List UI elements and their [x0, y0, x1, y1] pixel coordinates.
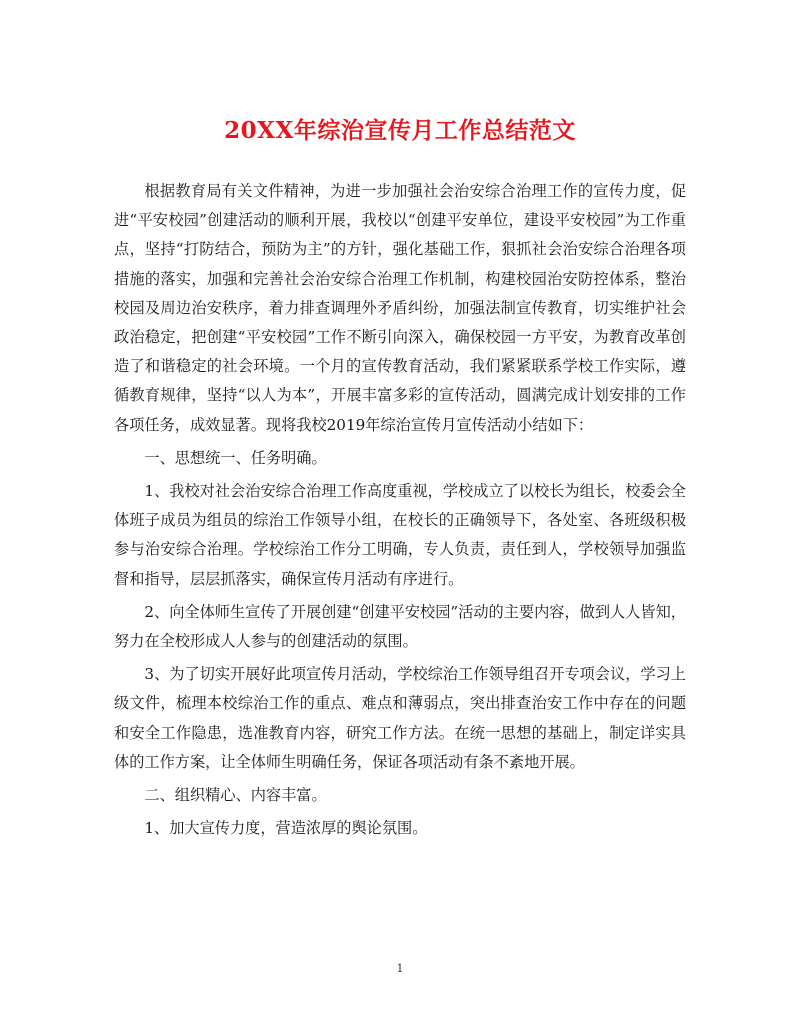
document-body: [114, 177, 686, 843]
section-heading-2: 二、组织精心、内容丰富。: [144, 786, 327, 805]
paragraph-item-1-2: 2、向全体师生宣传了开展创建“创建平安校园”活动的主要内容，做到人人皆知，努力在全校形成人人参与的创建活动的氛围。: [114, 602, 686, 651]
page-number: 1: [396, 962, 404, 975]
section-heading-1: 一、思想统一、任务明确。: [144, 448, 327, 467]
paragraph-item-1-1: 1、我校对社会治安综合治理工作高度重视，学校成立了以校长为组长，校委会全体班子成员为组员的综治工作领导小组，在校长的正确领导下，各处室、各班级积极参与治安综合治理。学校综治工作分工明确，专人负责，责任到人，学校领导加强监督和指导，层层抓落实，确保宣传月活动有序进行。: [114, 482, 686, 588]
paragraph-intro: 根据教育局有关文件精神，为进一步加强社会治安综合治理工作的宣传力度，促进“平安校园”创建活动的顺利开展，我校以“创建平安单位，建设平安校园”为工作重点，坚持“打防结合，预防为主”的方针，强化基础工作，狠抓社会治安综合治理各项措施的落实，加强和完善社会治安综合治理工作机制，构建校园治安防控体系，整治校园及周边治安秩序，着力排查调理外矛盾纠纷，加强法制宣传教育，切实维护社会政治稳定，把创建“平安校园”工作不断引向深入，确保校园一方平安，为教育改革创造了和谐稳定的社会环境。一个月的宣传教育活动，我们紧紧联系学校工作实际，遵循教育规律，坚持“以人为本”，开展丰富多彩的宣传活动，圆满完成计划安排的工作各项任务，成效显著。现将我校2019年综治宣传月宣传活动小结如下：: [114, 182, 686, 434]
document-title: 20XX年综治宣传月工作总结范文: [224, 117, 576, 144]
paragraph-item-1-3: 3、为了切实开展好此项宣传月活动，学校综治工作领导组召开专项会议，学习上级文件，梳理本校综治工作的重点、难点和薄弱点，突出排查治安工作中存在的问题和安全工作隐患，选准教育内容，研究工作方法。在统一思想的基础上，制定详实具体的工作方案，让全体师生明确任务，保证各项活动有条不紊地开展。: [114, 665, 686, 771]
paragraph-item-2-1: 1、加大宣传力度，营造浓厚的舆论氛围。: [144, 819, 428, 838]
